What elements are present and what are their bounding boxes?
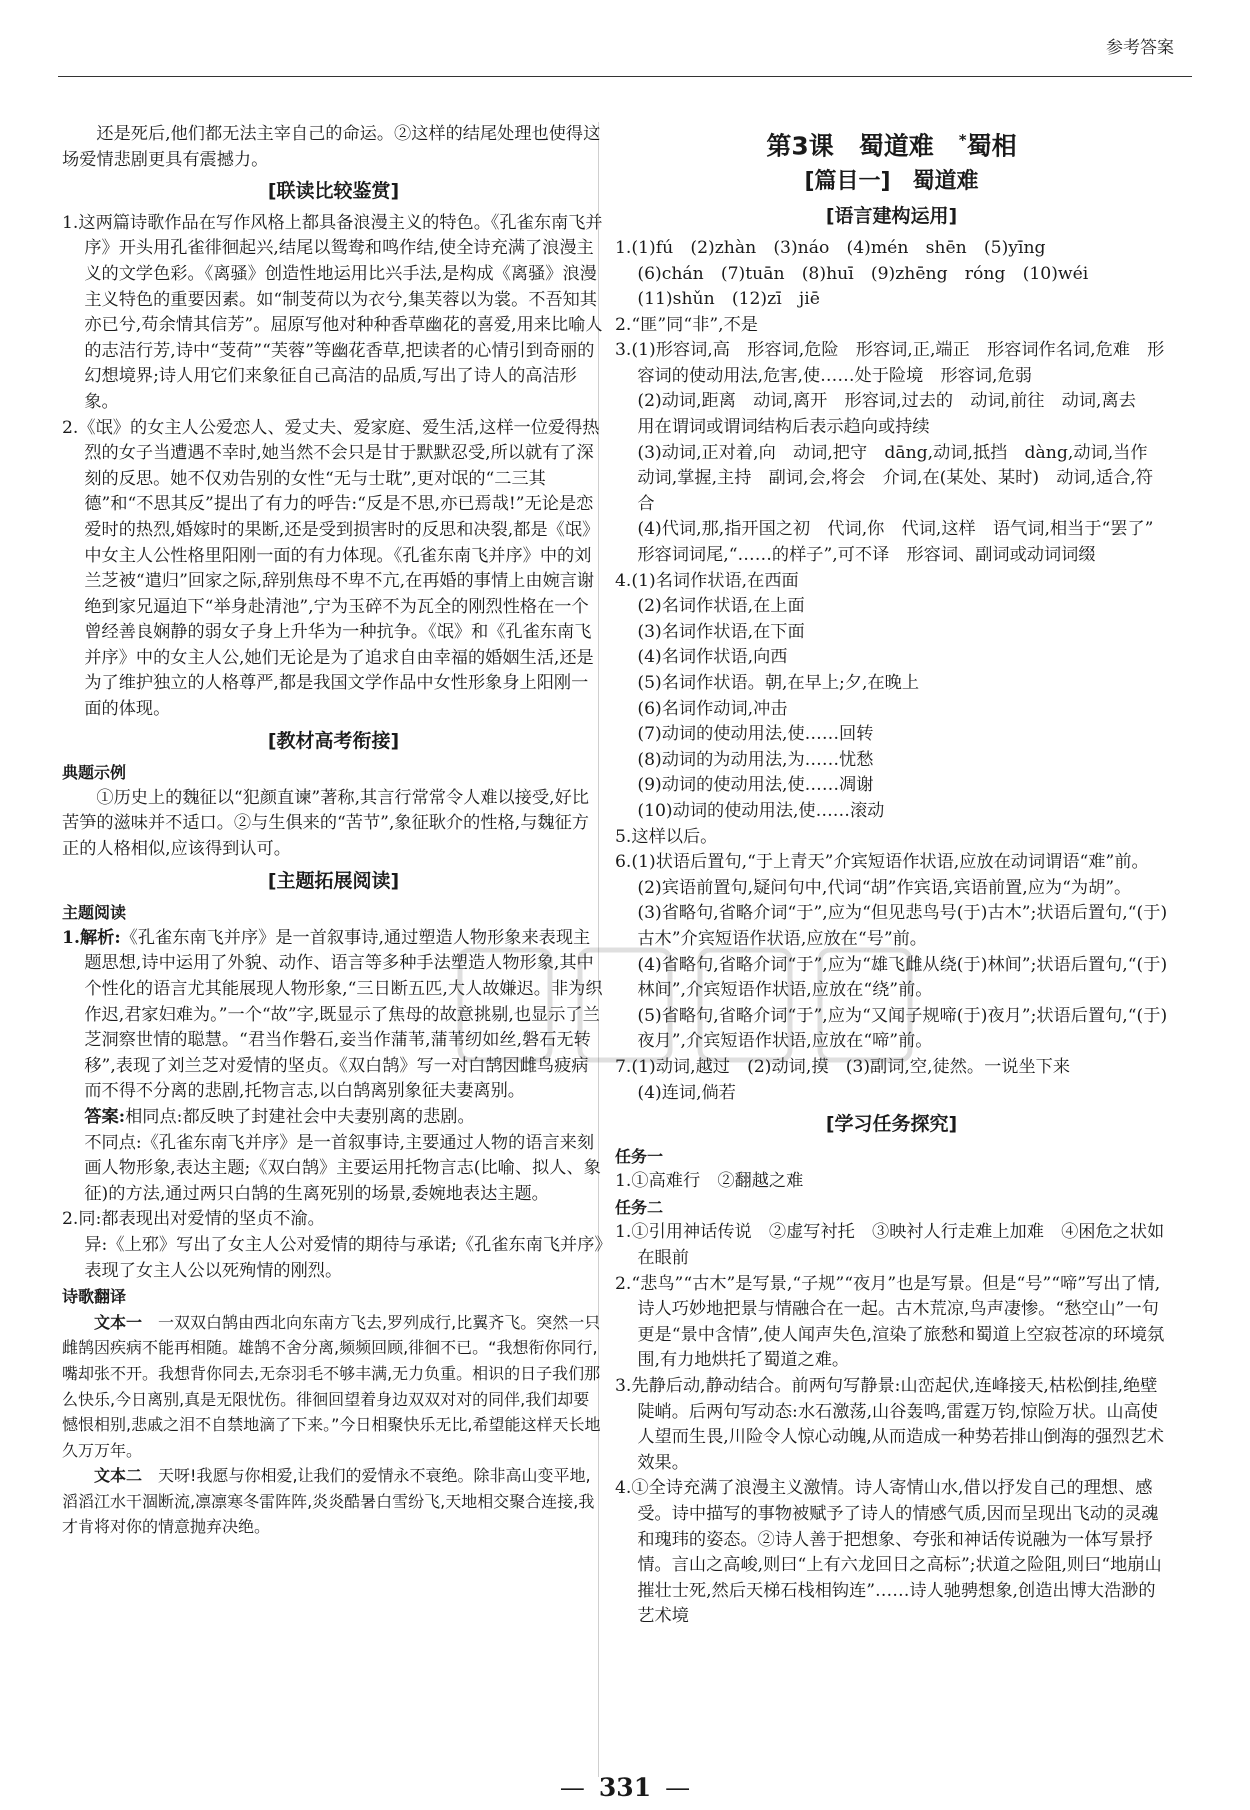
q3-1: 3.(1)形容词,高 形容词,危险 形容词,正,端正 形容词作名词,危难 形容词的使动用法,危害,使……处于险境 形容词,危弱 [615,340,1165,386]
section-title-textbook: [教材高考衔接] [267,729,400,752]
analysis-label: 1.解析: [62,927,121,948]
section-title-tasks: [学习任务探究] [825,1113,958,1136]
q4-8: (8)动词的为动用法,为……忧愁 [637,749,874,770]
page-number-value: 331 [598,1773,652,1802]
q5: 5.这样以后。 [615,826,718,847]
q6-2: (2)宾语前置句,疑问句中,代词“胡”作宾语,宾语前置,应为“为胡”。 [637,877,1132,898]
translation-text-1 [62,1310,605,1464]
translation-text-2 [62,1463,605,1540]
lesson-title-main: 第3课 蜀道难 [766,131,934,161]
q4-5: (5)名词作状语。朝,在早上;夕,在晚上 [637,673,920,694]
theme-answer [62,1105,605,1131]
part-title: [篇目一] 蜀道难 [804,169,979,195]
compare-item-2: 2.《氓》的女主人公爱恋人、爱丈夫、爱家庭、爱生活,这样一位爱得热烈的女子当遭遇不幸时,她当然不会只是甘于默默忍受,所以就有了深刻的反思。她不仅劝告别的女性“无与士耽”,更对氓的“二三其德”和“不思其反”提出了有力的呼告:“反是不思,亦已焉哉!”无论是恋爱时的热烈,婚嫁时的果断,还是受到损害时的反思和决裂,都是《氓》中女主人公性格里阳刚一面的有力体现。《孔雀东南飞并序》中的刘兰芝被“遣归”回家之际,辞别焦母不卑不亢,在再婚的事情上由婉言谢绝到家兄逼迫下“举身赴清池”,宁为玉碎不为瓦全的刚烈性格在一个曾经善良娴静的弱女子身上升华为一种抗争。《氓》和《孔雀东南飞并序》中的女主人公,她们无论是为了追求自由幸福的婚姻生活,还是为了维护独立的人格尊严,都是我国文学作品中女性形象身上阳刚一面的体现。 [62,417,600,720]
theme-item-1 [62,926,605,1105]
header-rule [58,76,1192,77]
text1-body: 一双双白鹄由西北向东南方飞去,罗列成行,比翼齐飞。突然一只雌鹄因疾病不能再相随。雄鹄不舍分离,频频回顾,徘徊不已。“我想衔你同行,嘴却张不开。我想背你同去,无奈羽毛不够丰满,无力负重。相识的日子我们那么快乐,今日离别,真是无限忧伤。徘徊回望着身边双双对对的同伴,我们却要憾恨相别,悲戚之泪不自禁地滴了下来。”今日相聚快乐无比,希望能这样天长地久万万年。 [62,1312,601,1460]
subsection-translation: 诗歌翻译 [62,1287,127,1307]
lesson-title-mark: * [958,131,967,149]
q7-2: (4)连词,倘若 [637,1082,736,1103]
q4-7: (7)动词的使动用法,使……回转 [637,724,874,745]
subsection-theme-reading: 主题阅读 [62,903,127,923]
text1-label: 文本一 [94,1312,143,1332]
task2-item-4: 4.①全诗充满了浪漫主义激情。诗人寄情山水,借以抒发自己的理想、感受。诗中描写的事物被赋予了诗人的情感气质,因而呈现出飞动的灵魂和瑰玮的姿态。②诗人善于把想象、夸张和神话传说融为一体写景抒情。言山之高峻,则曰“上有六龙回日之高标”;状道之险阻,则曰“地崩山摧壮士死,然后天梯石栈相钩连”……诗人驰骋想象,创造出博大浩渺的艺术境 [615,1478,1162,1627]
theme-item-2b: 异:《上邪》写出了女主人公对爱情的期待与承诺;《孔雀东南飞并序》表现了女主人公以死殉情的刚烈。 [84,1234,603,1281]
theme-diff: 不同点:《孔雀东南飞并序》是一首叙事诗,主要通过人物的语言来刻画人物形象,表达主题;《双白鹄》主要运用托物言志(比喻、拟人、象征)的方法,通过两只白鹄的生离死别的场景,委婉地表达主题。 [84,1132,601,1204]
header-label: 参考答案 [1106,38,1174,58]
q1-line-3: (11)shǔn (12)zī jiē [637,289,820,310]
task1-label: 任务一 [615,1146,664,1166]
q4-4: (4)名词作状语,向西 [637,647,788,668]
task1-answer: 1.①高难行 ②翻越之难 [615,1171,804,1192]
page-number: — 331 — [559,1773,691,1802]
section-title-compare: [联读比较鉴赏] [267,180,400,203]
q4-10: (10)动词的使动用法,使……滚动 [637,800,885,821]
q6-5: (5)省略句,省略介词“于”,应为“又闻子规啼(于)夜月”;状语后置句,“(于)夜月”,介宾短语作状语,应放在“啼”前。 [637,1005,1168,1052]
q3-4: (4)代词,那,指开国之初 代词,你 代词,这样 语气词,相当于“罢了” 形容词词尾,“……的样子”,可不译 形容词、副词或动词词缀 [637,519,1171,566]
text2-label: 文本二 [94,1466,143,1486]
answer-text: 相同点:都反映了封建社会中夫妻别离的悲剧。 [125,1106,475,1127]
q6-1: 6.(1)状语后置句,“于上青天”介宾短语作状语,应放在动词谓语“难”前。 [615,852,1149,873]
text2-body: 天呀!我愿与你相爱,让我们的爱情永不衰绝。除非高山变平地,滔滔江水干涸断流,凛凛寒冬雷阵阵,炎炎酷暑白雪纷飞,天地相交聚合连接,我才肯将对你的情意抛弃决绝。 [62,1466,595,1537]
example-text: ①历史上的魏征以“犯颜直谏”著称,其言行常常令人难以接受,好比苦笋的滋味并不适口。②与生俱来的“苦节”,象征耿介的性格,与魏征方正的人格相似,应该得到认可。 [62,787,589,860]
subsection-example: 典题示例 [62,763,127,783]
q3-2: (2)动词,距离 动词,离开 形容词,过去的 动词,前往 动词,离去 用在谓词或谓词结构后表示趋向或持续 [637,391,1154,438]
q1-line-1: 1.(1)fú (2)zhàn (3)náo (4)mén shēn (5)yīng [615,237,1046,258]
q6-4: (4)省略句,省略介词“于”,应为“雄飞雌从绕(于)林间”;状语后置句,“(于)林间”,介宾短语作状语,应放在“绕”前。 [637,954,1168,1001]
lesson-title [615,122,1168,164]
answer-label: 答案: [84,1106,126,1127]
q3-3: (3)动词,正对着,向 动词,把守 dāng,动词,抵挡 dàng,动词,当作 动词,掌握,主持 副词,会,将会 介词,在(某处、某时) 动词,适合,符合 [637,442,1165,514]
section-title-theme: [主题拓展阅读] [267,869,400,892]
q7-1: 7.(1)动词,越过 (2)动词,摸 (3)副词,空,徒然。一说坐下来 [615,1056,1071,1077]
q4-3: (3)名词作状语,在下面 [637,621,805,642]
section-title-language: [语言建构运用] [825,205,958,228]
task2-item-2: 2.“悲鸟”“古木”是写景,“子规”“夜月”也是写景。但是“号”“啼”写出了情,诗人巧妙地把景与情融合在一起。古木荒凉,鸟声凄惨。“愁空山”一句更是“景中含情”,使人闻声失色,渲染了旅愁和蜀道上空寂苍凉的环境氛围,有力地烘托了蜀道之难。 [615,1273,1165,1371]
right-column [615,122,1171,1630]
task2-label: 任务二 [615,1197,664,1217]
task2-item-1: 1.①引用神话传说 ②虚写衬托 ③映衬人行走难上加难 ④困危之状如在眼前 [615,1222,1165,1269]
q2: 2.“匪”同“非”,不是 [615,314,758,335]
q4-2: (2)名词作状语,在上面 [637,596,805,617]
compare-item-1: 1.这两篇诗歌作品在写作风格上都具备浪漫主义的特色。《孔雀东南飞并序》开头用孔雀徘徊起兴,结尾以鸳鸯和鸣作结,使全诗充满了浪漫主义的文学色彩。《离骚》创造性地运用比兴手法,是构成《离骚》浪漫主义特色的重要因素。如“制芰荷以为衣兮,集芙蓉以为裳。不吾知其亦已兮,苟余情其信芳”。屈原写他对种种香草幽花的喜爱,用来比喻人的志洁行芳,诗中“芰荷”“芙蓉”等幽花香草,把读者的心情引到奇丽的幻想境界;诗人用它们来象征自己高洁的品质,写出了诗人的高洁形象。 [62,212,603,412]
lesson-title-b: 蜀相 [966,131,1017,161]
q4-6: (6)名词作动词,冲击 [637,698,788,719]
task2-item-3: 3.先静后动,静动结合。前两句写静景:山峦起伏,连峰接天,枯松倒挂,绝壁陡峭。后两句写动态:水石激荡,山谷轰鸣,雷霆万钧,惊险万状。山高使人望而生畏,川险令人惊心动魄,从而造成一种势若排山倒海的强烈艺术效果。 [615,1376,1164,1473]
q6-3: (3)省略句,省略介词“于”,应为“但见悲鸟号(于)古木”;状语后置句,“(于)古木”介宾短语作状语,应放在“号”前。 [637,903,1168,949]
theme-item-2: 2.同:都表现出对爱情的坚贞不渝。 [62,1209,325,1230]
q1-line-2: (6)chán (7)tuān (8)huī (9)zhēng róng (10)wéi [637,263,1089,284]
q4-9: (9)动词的使动用法,使……凋谢 [637,775,874,796]
continuation-text: 还是死后,他们都无法主宰自己的命运。②这样的结尾处理也使得这场爱情悲剧更具有震撼力。 [62,124,601,170]
left-column [62,122,605,1540]
analysis-text: 《孔雀东南飞并序》是一首叙事诗,通过塑造人物形象来表现主题思想,诗中运用了外貌、动作、语言等多种手法塑造人物形象,其中个性化的语言尤其能展现人物形象,“三日断五匹,大人故嫌迟。非为织作迟,君家妇难为。”一个“故”字,既显示了焦母的故意挑剔,也显示了兰芝洞察世情的聪慧。“君当作磐石,妾当作蒲苇,蒲苇纫如丝,磐石无转移”,表现了刘兰芝对爱情的坚贞。《双白鹄》写一对白鹄因雌鸟疲病而不得不分离的悲剧,托物言志,以白鹄离别象征夫妻离别。 [84,927,603,1102]
q4-1: 4.(1)名词作状语,在西面 [615,570,799,591]
